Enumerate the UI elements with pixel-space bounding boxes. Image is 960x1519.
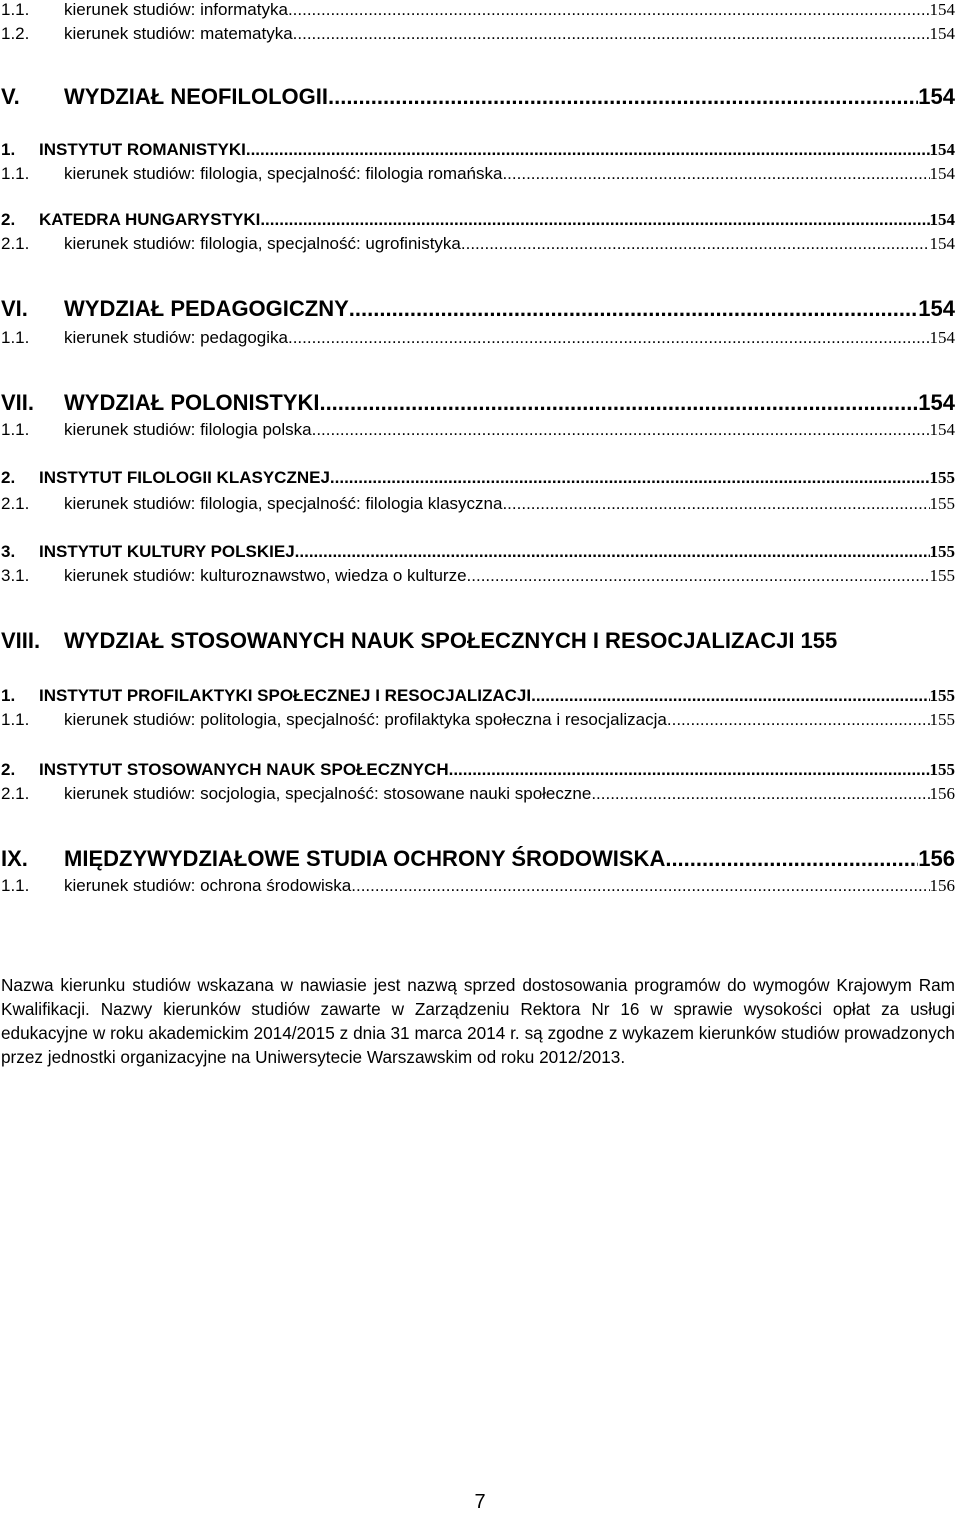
toc-entry-page: 155 xyxy=(929,566,955,585)
toc-entry-page: 154 xyxy=(929,210,955,229)
toc-entry-number: VI. xyxy=(1,296,28,321)
toc-entry-page: 154 xyxy=(929,234,955,253)
toc-leader-dots xyxy=(351,876,929,896)
toc-entry[interactable] xyxy=(0,0,955,20)
toc-entry-page: 155 xyxy=(800,628,838,653)
toc-entry-title: WYDZIAŁ PEDAGOGICZNY xyxy=(64,296,349,321)
toc-leader-dots xyxy=(531,686,929,706)
toc-leader-dots xyxy=(246,140,930,160)
toc-leader-dots xyxy=(328,84,918,110)
toc-entry-title: kierunek studiów: matematyka xyxy=(64,24,293,43)
toc-entry-number: 3. xyxy=(1,542,16,561)
toc-entry-number: 2. xyxy=(1,760,16,779)
toc-leader-dots xyxy=(467,566,930,586)
toc-entry[interactable] xyxy=(0,710,955,730)
toc-entry-number: 1.1. xyxy=(1,328,30,347)
toc-leader-dots xyxy=(349,296,919,322)
toc-entry-number: 3.1. xyxy=(1,566,30,585)
explanatory-note: Nazwa kierunku studiów wskazana w nawiasie jest nazwą sprzed dostosowania programów do wymogów Krajowym Ram Kwalifikacji. Nazwy kierunków studiów zawarte w Zarządzeniu Rektora Nr 16 w sprawie wysokości opłat za usługi edukacyjne w roku akademickim 2014/2015 z dnia 31 marca 2014 r. są zgodne z wykazem kierunków studiów prowadzonych przez jednostki organizacyjne na Uniwersytecie Warszawskim od roku 2012/2013. xyxy=(1,975,955,1068)
toc-entry-page: 155 xyxy=(929,760,955,779)
toc-entry-title: kierunek studiów: kulturoznawstwo, wiedza o kulturze xyxy=(64,566,467,585)
toc-entry[interactable] xyxy=(0,760,955,780)
toc-leader-dots xyxy=(295,542,930,562)
toc-entry-title: WYDZIAŁ NEOFILOLOGII xyxy=(64,84,328,109)
toc-entry-title: kierunek studiów: informatyka xyxy=(64,0,288,19)
toc-entry-title: kierunek studiów: filologia, specjalność: ugrofinistyka xyxy=(64,234,461,253)
toc-entry-page: 155 xyxy=(929,686,955,705)
toc-leader-dots xyxy=(330,468,930,488)
toc-entry-title: INSTYTUT FILOLOGII KLASYCZNEJ xyxy=(39,468,330,487)
toc-entry-title: WYDZIAŁ STOSOWANYCH NAUK SPOŁECZNYCH I RESOCJALIZACJI xyxy=(64,628,795,653)
toc-entry-title: kierunek studiów: filologia, specjalność: filologia klasyczna xyxy=(64,494,503,513)
toc-entry-number: IX. xyxy=(1,846,28,871)
toc-entry-page: 154 xyxy=(929,164,955,183)
toc-entry-title: INSTYTUT ROMANISTYKI xyxy=(39,140,246,159)
toc-entry-number: VIII. xyxy=(1,628,41,653)
toc-entry-page: 155 xyxy=(929,468,955,487)
toc-entry-number: 1.1. xyxy=(1,710,30,729)
toc-entry-page: 154 xyxy=(929,328,955,347)
toc-entry-page: 155 xyxy=(929,494,955,513)
toc-entry-number: 1. xyxy=(1,140,16,159)
toc-entry-page: 154 xyxy=(929,140,955,159)
toc-entry[interactable] xyxy=(0,876,955,896)
toc-entry-number: 1.1. xyxy=(1,876,30,895)
toc-entry[interactable] xyxy=(0,494,955,514)
toc-entry-page: 154 xyxy=(929,24,955,43)
toc-entry[interactable] xyxy=(0,566,955,586)
toc-entry-number: VII. xyxy=(1,390,35,415)
toc-entry[interactable] xyxy=(0,468,955,488)
toc-leader-dots xyxy=(260,210,929,230)
toc-entry-number: 1.1. xyxy=(1,0,30,19)
toc-leader-dots xyxy=(319,390,918,416)
toc-entry[interactable] xyxy=(0,328,955,348)
toc-entry[interactable] xyxy=(0,390,955,416)
toc-entry[interactable] xyxy=(0,234,955,254)
toc-entry[interactable] xyxy=(0,140,955,160)
toc-entry-number: 2.1. xyxy=(1,234,30,253)
toc-entry-page: 155 xyxy=(929,710,955,729)
toc-entry-number: 2. xyxy=(1,468,16,487)
toc-entry-page: 155 xyxy=(929,542,955,561)
toc-entry-title: kierunek studiów: filologia polska xyxy=(64,420,312,439)
toc-leader-dots xyxy=(502,164,929,184)
toc-entry-title: WYDZIAŁ POLONISTYKI xyxy=(64,390,320,415)
toc-entry-title: kierunek studiów: filologia, specjalność: filologia romańska xyxy=(64,164,503,183)
toc-leader-dots xyxy=(502,494,929,514)
toc-entry-number: 2.1. xyxy=(1,784,30,803)
toc-entry-number: 1.1. xyxy=(1,164,30,183)
toc-leader-dots xyxy=(312,420,930,440)
toc-entry-title: kierunek studiów: pedagogika xyxy=(64,328,288,347)
toc-entry-title: KATEDRA HUNGARYSTYKI xyxy=(39,210,261,229)
toc-entry[interactable] xyxy=(0,210,955,230)
toc-entry-page: 154 xyxy=(929,420,955,439)
toc-entry-number: 1. xyxy=(1,686,16,705)
toc-entry-title: kierunek studiów: politologia, specjalność: profilaktyka społeczna i resocjalizacja xyxy=(64,710,667,729)
toc-entry-number: 2.1. xyxy=(1,494,30,513)
toc-entry[interactable] xyxy=(0,846,955,872)
toc-entry-page: 154 xyxy=(918,84,955,109)
toc-entry-page: 154 xyxy=(929,0,955,19)
toc-entry-number: 1.2. xyxy=(1,24,30,43)
toc-leader-dots xyxy=(667,710,930,730)
toc-entry[interactable] xyxy=(0,296,955,322)
toc-entry[interactable] xyxy=(0,542,955,562)
toc-entry[interactable] xyxy=(0,84,955,110)
toc-entry-title: kierunek studiów: ochrona środowiska xyxy=(64,876,352,895)
toc-leader-dots xyxy=(461,234,930,254)
toc-entry[interactable] xyxy=(0,784,955,804)
page-number: 7 xyxy=(474,1491,486,1513)
toc-entry[interactable] xyxy=(0,686,955,706)
toc-entry[interactable] xyxy=(0,420,955,440)
toc-entry[interactable] xyxy=(0,164,955,184)
toc-entry-title: kierunek studiów: socjologia, specjalność: stosowane nauki społeczne xyxy=(64,784,592,803)
toc-entry-number: V. xyxy=(1,84,20,109)
toc-entry-title: INSTYTUT STOSOWANYCH NAUK SPOŁECZNYCH xyxy=(39,760,449,779)
toc-entry-page: 156 xyxy=(929,876,955,895)
toc-leader-dots xyxy=(665,846,918,872)
toc-leader-dots xyxy=(591,784,929,804)
toc-entry-page: 154 xyxy=(918,390,955,415)
toc-leader-dots xyxy=(288,328,930,348)
toc-entry-title: INSTYTUT KULTURY POLSKIEJ xyxy=(39,542,295,561)
toc-leader-dots xyxy=(293,24,930,44)
toc-entry-page: 154 xyxy=(918,296,955,321)
toc-entry-number: 2. xyxy=(1,210,16,229)
toc-entry-title: MIĘDZYWYDZIAŁOWE STUDIA OCHRONY ŚRODOWISKA xyxy=(64,846,666,871)
toc-entry[interactable] xyxy=(0,628,955,654)
toc-entry-page: 156 xyxy=(918,846,955,871)
toc-entry-title: INSTYTUT PROFILAKTYKI SPOŁECZNEJ I RESOCJALIZACJI xyxy=(39,686,532,705)
toc-entry[interactable] xyxy=(0,24,955,44)
toc-entry-number: 1.1. xyxy=(1,420,30,439)
toc-entry-page: 156 xyxy=(929,784,955,803)
toc-leader-dots xyxy=(449,760,930,780)
toc-leader-dots xyxy=(288,0,930,20)
